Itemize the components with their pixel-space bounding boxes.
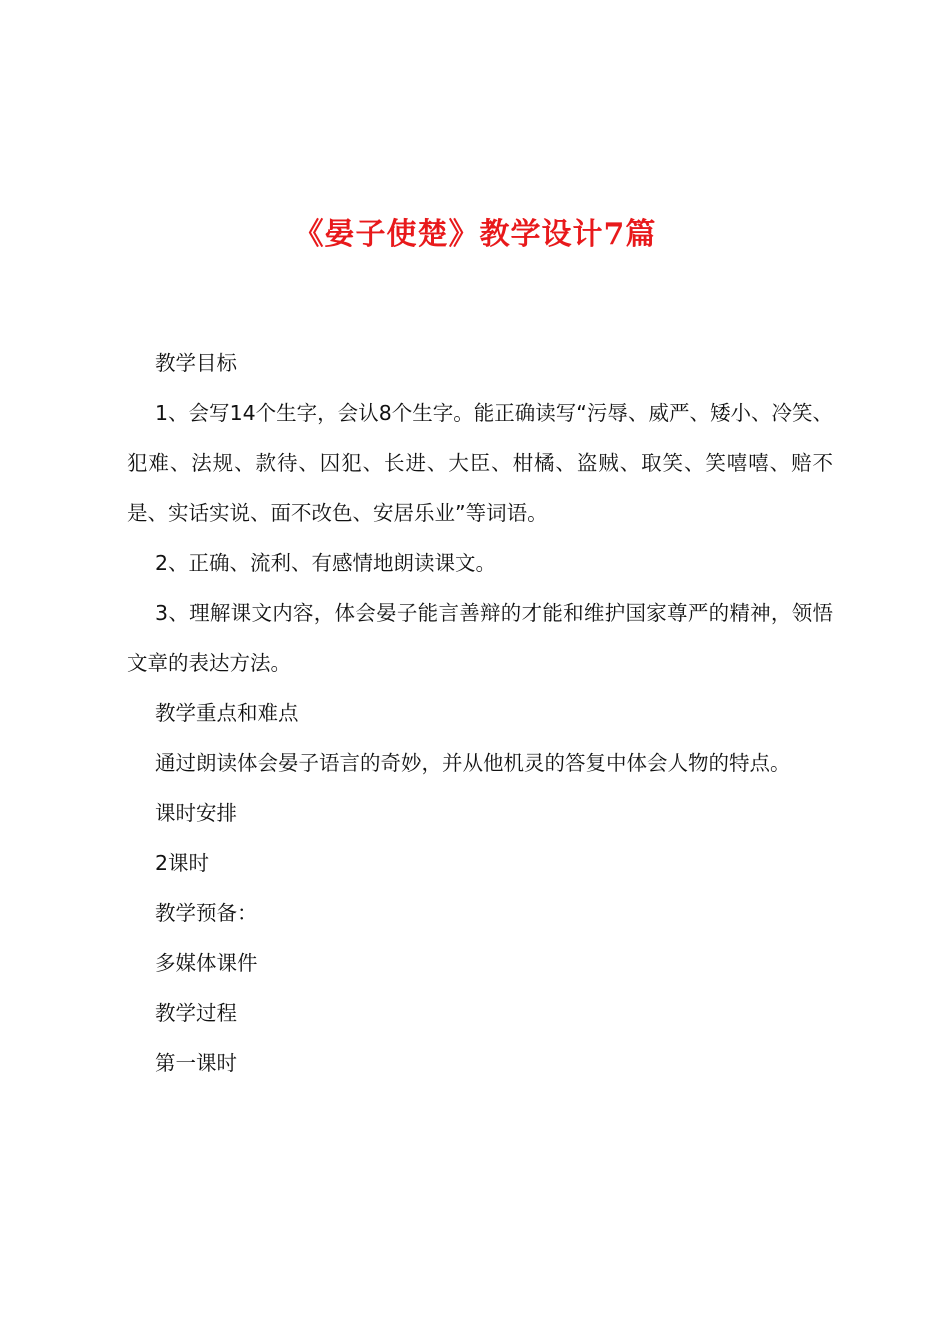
objective-item-1: 1、会写14个生字，会认8个生字。能正确读写“污辱、威严、矮小、冷笑、犯难、法规、款待、囚犯、长进、大臣、柑橘、盗贼、取笑、笑嘻嘻、赔不是、实话实说、面不改色、安居乐业”等词语。: [127, 401, 833, 525]
objective-item-2: 2、正确、流利、有感情地朗读课文。: [155, 551, 497, 575]
heading-teaching-objectives: 教学目标: [155, 351, 237, 375]
key-points-text: 通过朗读体会晏子语言的奇妙，并从他机灵的答复中体会人物的特点。: [155, 751, 791, 775]
heading-process: 教学过程: [155, 1001, 237, 1025]
schedule-text: 2课时: [155, 851, 210, 875]
first-lesson-heading: 第一课时: [155, 1051, 237, 1075]
heading-key-points: 教学重点和难点: [155, 701, 299, 725]
document-title: 《晏子使楚》教学设计7篇: [293, 217, 657, 252]
preparation-text: 多媒体课件: [155, 951, 258, 975]
objective-item-3: 3、理解课文内容，体会晏子能言善辩的才能和维护国家尊严的精神，领悟文章的表达方法。: [127, 601, 833, 675]
document-body: [127, 338, 833, 1088]
heading-preparation: 教学预备：: [155, 901, 258, 925]
heading-schedule: 课时安排: [155, 801, 237, 825]
